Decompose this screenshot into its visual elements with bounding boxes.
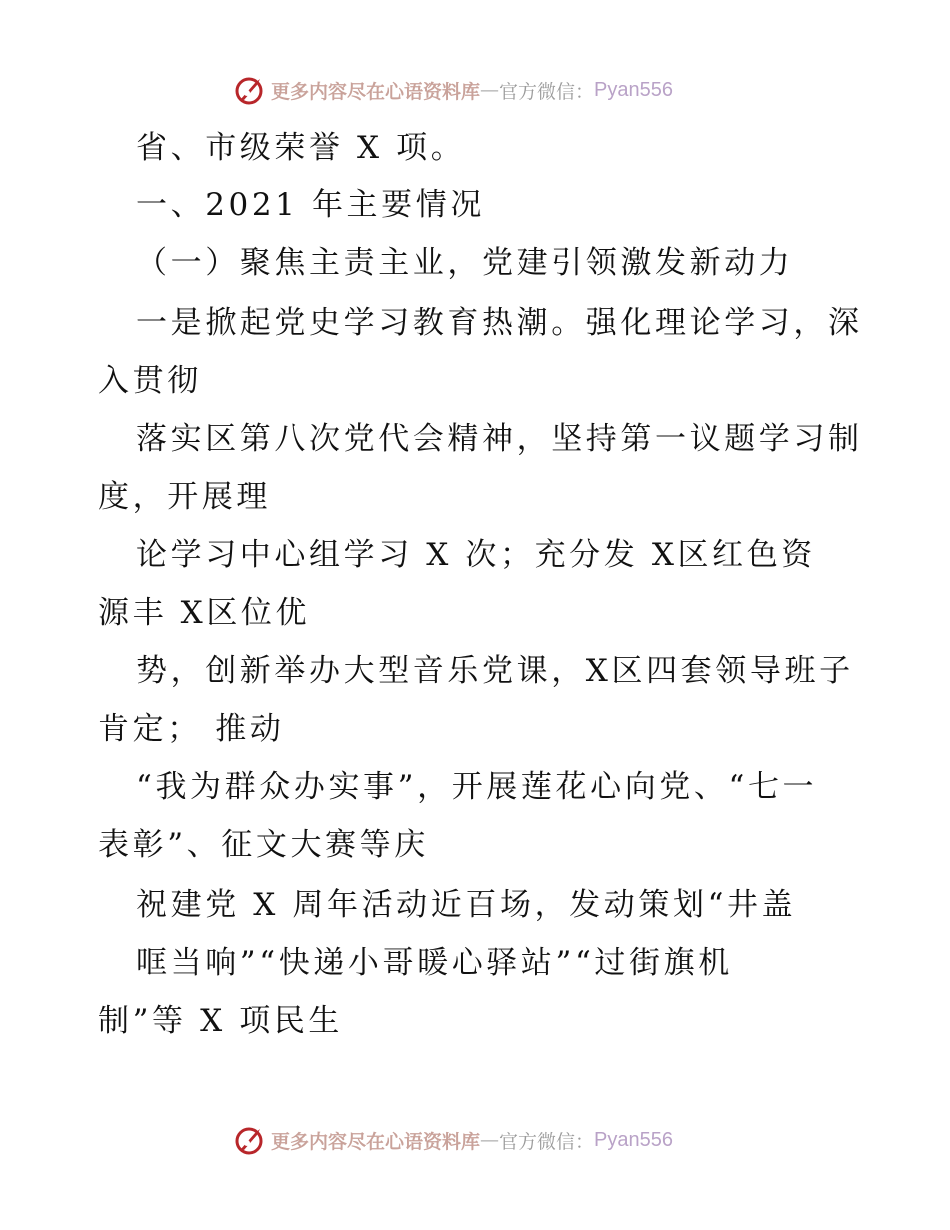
brush-logo-icon [233,73,267,107]
watermark-id: Pyan556 [594,1128,673,1151]
text-line: 制”等 X 项民生 [98,1003,344,1039]
text-line: 肯定； 推动 [98,711,285,747]
text-line: 源丰 X区位优 [98,595,311,631]
brush-logo-icon [233,1123,267,1157]
text-line: 省、市级荣誉 X 项。 [136,130,466,166]
text-line: 哐当响”“快递小哥暖心驿站”“过街旗机 [136,945,733,981]
watermark-footer [233,1120,753,1160]
section-heading: 一、2021 年主要情况 [136,187,485,223]
text-line: 一是掀起党史学习教育热潮。强化理论学习，深 [136,305,863,341]
watermark-id: Pyan556 [594,78,673,101]
text-line: 入贯彻 [98,363,202,399]
text-line: 论学习中心组学习 X 次；充分发 X区红色资 [136,537,816,573]
text-line: 祝建党 X 周年活动近百场，发动策划“井盖 [136,887,797,923]
watermark-official: 官方微信： [499,1130,595,1153]
text-line: 表彰”、征文大赛等庆 [98,827,429,863]
subsection-heading: （一）聚焦主责主业，党建引领激发新动力 [136,245,794,281]
watermark-dash: — [480,1129,500,1151]
watermark-dash: — [480,79,500,101]
watermark-header [233,70,753,110]
watermark-brand: 更多内容尽在心语资料库 [271,1130,481,1153]
watermark-official: 官方微信： [499,80,595,103]
text-line: 势，创新举办大型音乐党课，X区四套领导班子 [136,653,854,689]
watermark-brand: 更多内容尽在心语资料库 [271,80,481,103]
text-line: 落实区第八次党代会精神，坚持第一议题学习制 [136,421,863,457]
text-line: 度，开展理 [98,479,271,515]
text-line: “我为群众办实事”，开展莲花心向党、“七一 [136,769,818,805]
